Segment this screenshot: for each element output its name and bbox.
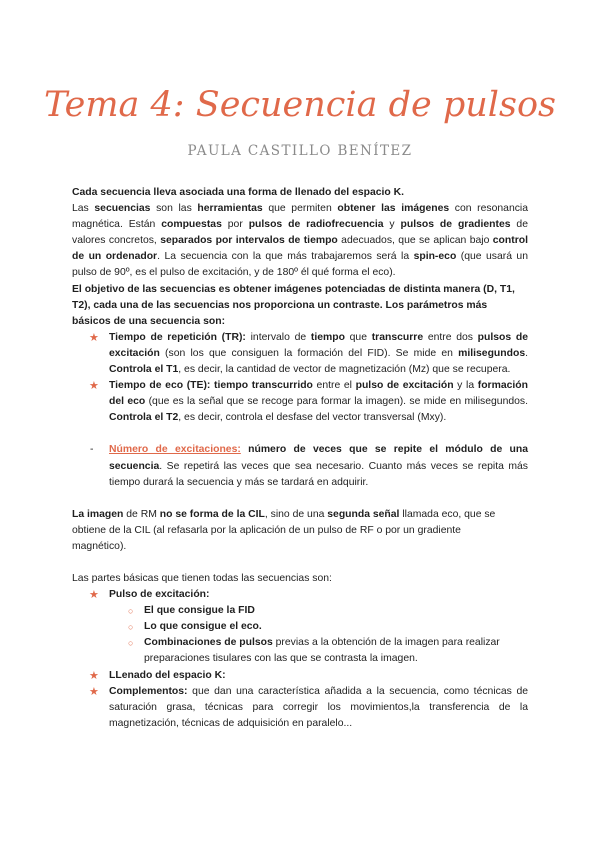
paragraph-parts: Las partes básicas que tienen todas las secuencias son: [72, 572, 332, 584]
star-bullet-icon: ★ [89, 685, 99, 698]
star-bullet-icon: ★ [89, 380, 99, 393]
star-bullet-icon: ★ [89, 669, 99, 682]
circle-bullet-icon: ○ [128, 622, 134, 633]
list-item-complementos: ★ Complementos: que dan una característica añadida a la secuencia, como técnicas de saturación grasa, técnicas para corregir los movimientos,la transferencia de la magnetización, técnicas de adquisición en paralelo... [89, 685, 528, 729]
sub-item-fid: ○ El que consigue la FID [72, 603, 528, 619]
list-item-pulso: ★ Pulso de excitación: [72, 587, 528, 603]
list-item-nex: - Número de excitaciones: número de veces que se repite el módulo de una secuencia. Se repetirá las veces que sea necesario. Cuanto más veces se repita más tiempo durará la secuencia y más se tardará en adquirir. [90, 444, 528, 488]
sub-item-eco: ○ Lo que consigue el eco. [72, 619, 528, 635]
star-bullet-icon: ★ [89, 331, 99, 344]
list-item-te: ★ Tiempo de eco (TE): tiempo transcurrido entre el pulso de excitación y la formación del eco (que es la señal que se recoge para formar la imagen). se mide en milisegundos. Controla el T2, es decir, controla el desfase del vector transversal (Mxy). [89, 380, 528, 424]
paragraph-image: La imagen de RM no se forma de la CIL, sino de una segunda señal llamada eco, que se obtiene de la CIL (al refasarla por la aplicación de un pulso de RF o por un gradiente magnético). [72, 508, 496, 552]
circle-bullet-icon: ○ [128, 638, 134, 649]
star-bullet-icon: ★ [89, 589, 99, 602]
dash-bullet: - [90, 444, 94, 456]
nex-link[interactable]: Número de excitaciones: [109, 444, 241, 456]
circle-bullet-icon: ○ [128, 606, 134, 617]
list-item-tr: ★ Tiempo de repetición (TR): intervalo de tiempo que transcurre entre dos pulsos de excitación (son los que consiguen la formación del FID). Se mide en milisegundos. Controla el T1, es decir, la cantidad de vector de magnetización (Mz) que se recupera. [89, 331, 528, 376]
author-name: PAULA CASTILLO BENÍTEZ [187, 143, 413, 159]
sub-item-combinaciones: ○ Combinaciones de pulsos previas a la obtención de la imagen para realizar preparaciones tisulares con las que se contrasta la imagen. [128, 637, 500, 665]
paragraph-objective: El objetivo de las secuencias es obtener imágenes potenciadas de distinta manera (D, T1, T2), cada una de las secuencias nos proporciona un contraste. Los parámetros más básicos de una secuencia son: [72, 283, 515, 327]
paragraph-intro: Las secuencias son las herramientas que permiten obtener las imágenes con resonancia magnética. Están compuestas por pulsos de radiofrecuencia y pulsos de gradientes de valores concretos, separados por intervalos de tiempo adecuados, que se aplican bajo control de un ordenador. La secuencia con la que más trabajaremos será la spin-eco (que usará un pulso de 90º, es el pulso de excitación, y de 180º él qué forma el eco). [72, 203, 529, 279]
list-item-llenado: ★ LLenado del espacio K: [72, 668, 528, 684]
page-title: Tema 4: Secuencia de pulsos [44, 85, 556, 125]
document-body [72, 185, 528, 732]
paragraph-heading: Cada secuencia lleva asociada una forma de llenado del espacio K. [72, 187, 405, 198]
